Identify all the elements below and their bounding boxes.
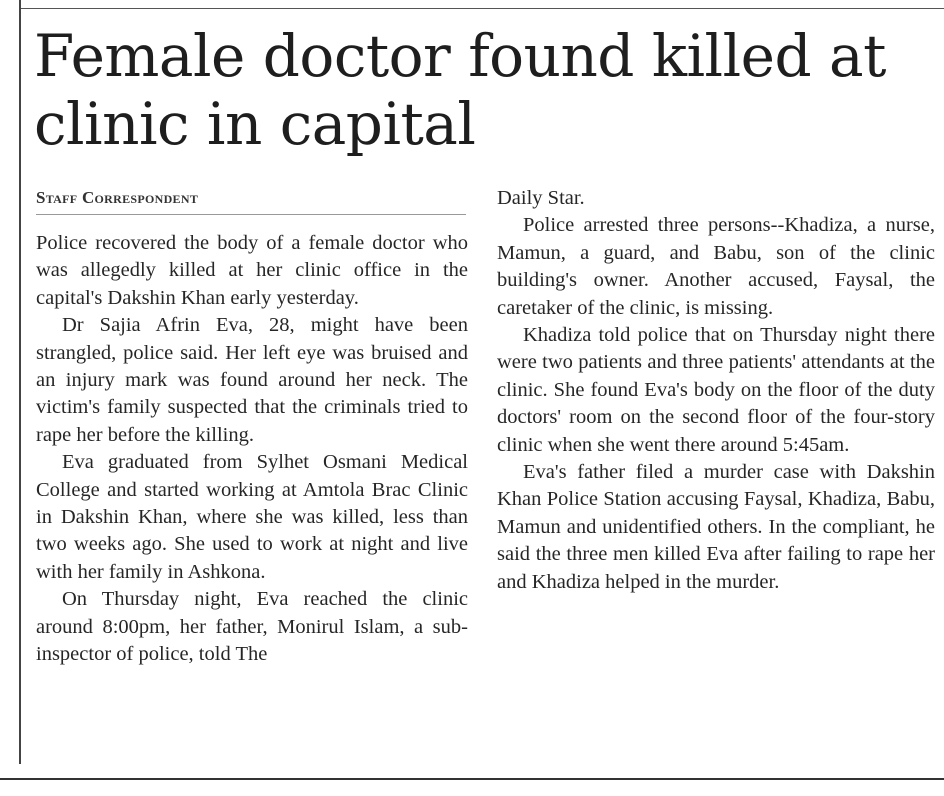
top-border-rule (20, 8, 944, 9)
paragraph-5: Police arrested three persons--Khadiza, a nurse, Mamun, a guard, and Babu, son of the clinic building's owner. Another accused, Faysal, the caretaker of the clinic, is missing. (497, 214, 935, 319)
paragraph-7: Eva's father filed a murder case with Dakshin Khan Police Station accusing Faysal, Khadiza, Babu, Mamun and unidentified others. In the compliant, he said the three men killed Eva after failing to rape her and Khadiza helped in the murder. (497, 461, 935, 593)
paragraph-2: Dr Sajia Afrin Eva, 28, might have been strangled, police said. Her left eye was bruised and an injury mark was found around her neck. The victim's family suspected that the criminals tried to rape her before the killing. (36, 314, 468, 446)
paragraph-6: Khadiza told police that on Thursday night there were two patients and three patients' attendants at the clinic. She found Eva's body on the floor of the duty doctors' room on the second floor of the four-story clinic when she went there around 5:45am. (497, 324, 935, 456)
paragraph-3: Eva graduated from Sylhet Osmani Medical College and started working at Amtola Brac Clinic in Dakshin Khan, where she was killed, less than two weeks ago. She used to work at night and live with her family in Ashkona. (36, 451, 468, 583)
left-border-rule (19, 0, 21, 764)
article-column-left (36, 230, 468, 669)
article-column-right (497, 185, 935, 596)
article-headline: Female doctor found killed at clinic in capital (34, 22, 886, 158)
paragraph-4: On Thursday night, Eva reached the clinic around 8:00pm, her father, Monirul Islam, a sub-inspector of police, told The (36, 588, 468, 666)
paragraph-1: Police recovered the body of a female doctor who was allegedly killed at her clinic office in the capital's Dakshin Khan early yesterday. (36, 232, 468, 309)
byline-divider (36, 214, 466, 215)
paragraph-4-continuation: Daily Star. (497, 187, 585, 209)
article-byline: Staff Correspondent (36, 188, 199, 207)
bottom-border-rule (0, 778, 944, 780)
